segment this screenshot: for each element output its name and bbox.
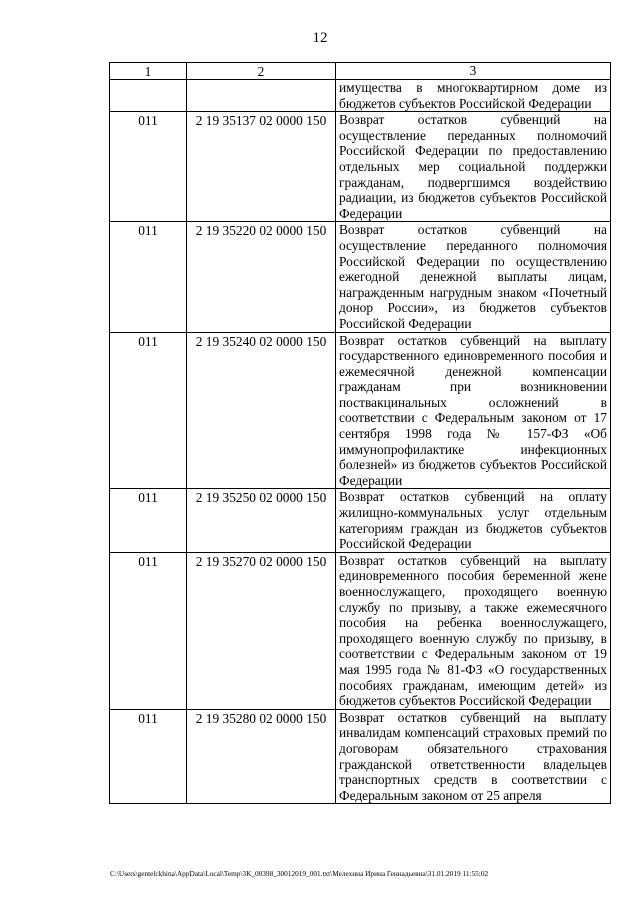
admin-code-cell: 011 <box>110 552 187 709</box>
description-cell: Возврат остатков субвенций на осуществление переданных полномочий Российской Федерации по предоставлению отдельных мер социальной поддержки гражданам, подвергшимся воздействию радиации, из бюджетов субъектов Российской Федерации <box>336 112 611 222</box>
table-row <box>110 332 611 489</box>
description-cell: Возврат остатков субвенций на осуществление переданного полномочия Российской Федерации по осуществлению ежегодной денежной выплаты лицам, награжденным нагрудным знаком «Почетный донор России», из бюджетов субъектов Российской Федерации <box>336 222 611 332</box>
description-cell: имущества в многоквартирном доме из бюджетов субъектов Российской Федерации <box>336 80 611 112</box>
budget-code-cell <box>187 80 336 112</box>
admin-code-cell: 011 <box>110 709 187 804</box>
admin-code-cell: 011 <box>110 112 187 222</box>
header-col-2: 2 <box>187 63 336 80</box>
budget-code-cell: 2 19 35240 02 0000 150 <box>187 332 336 489</box>
admin-code-cell <box>110 80 187 112</box>
table-row <box>110 709 611 804</box>
page-number: 12 <box>312 30 328 46</box>
table-row <box>110 222 611 332</box>
table-row <box>110 489 611 552</box>
table-row <box>110 552 611 709</box>
table-row <box>110 112 611 222</box>
admin-code-cell: 011 <box>110 222 187 332</box>
description-cell: Возврат остатков субвенций на выплату инвалидам компенсаций страховых премий по договорам обязательного страхования гражданской ответственности владельцев транспортных средств в соответствии с Федеральным законом от 25 апреля <box>336 709 611 804</box>
description-cell: Возврат остатков субвенций на выплату единовременного пособия беременной жене военнослужащего, проходящего военную службу по призыву, а также ежемесячного пособия на ребенка военнослужащего, проходящего военную службу по призыву, в соответствии с Федеральным законом от 19 мая 1995 года № 81-ФЗ «О государственных пособиях гражданам, имеющим детей» из бюджетов субъектов Российской Федерации <box>336 552 611 709</box>
header-col-3: 3 <box>336 63 611 80</box>
admin-code-cell: 011 <box>110 332 187 489</box>
budget-code-cell: 2 19 35137 02 0000 150 <box>187 112 336 222</box>
budget-code-cell: 2 19 35220 02 0000 150 <box>187 222 336 332</box>
description-cell: Возврат остатков субвенций на оплату жилищно-коммунальных услуг отдельным категориям граждан из бюджетов субъектов Российской Федерации <box>336 489 611 552</box>
table-row <box>110 80 611 112</box>
description-cell: Возврат остатков субвенций на выплату государственного единовременного пособия и ежемесячной денежной компенсации гражданам при возникновении поствакцинальных осложнений в соответствии с Федеральным законом от 17 сентября 1998 года № 157-ФЗ «Об иммунопрофилактике инфекционных болезней» из бюджетов субъектов Российской Федерации <box>336 332 611 489</box>
budget-code-cell: 2 19 35250 02 0000 150 <box>187 489 336 552</box>
budget-code-table <box>109 62 611 804</box>
budget-code-cell: 2 19 35270 02 0000 150 <box>187 552 336 709</box>
budget-code-cell: 2 19 35280 02 0000 150 <box>187 709 336 804</box>
header-col-1: 1 <box>110 63 187 80</box>
table-header-row <box>110 63 611 80</box>
file-path-footer: C:\Users\gentelckhina\AppData\Local\Temp\3K_00398_30012019_001.txt\Мелехина Ирина Геннадьевна\31.01.2019 11:55:02 <box>110 869 489 878</box>
admin-code-cell: 011 <box>110 489 187 552</box>
